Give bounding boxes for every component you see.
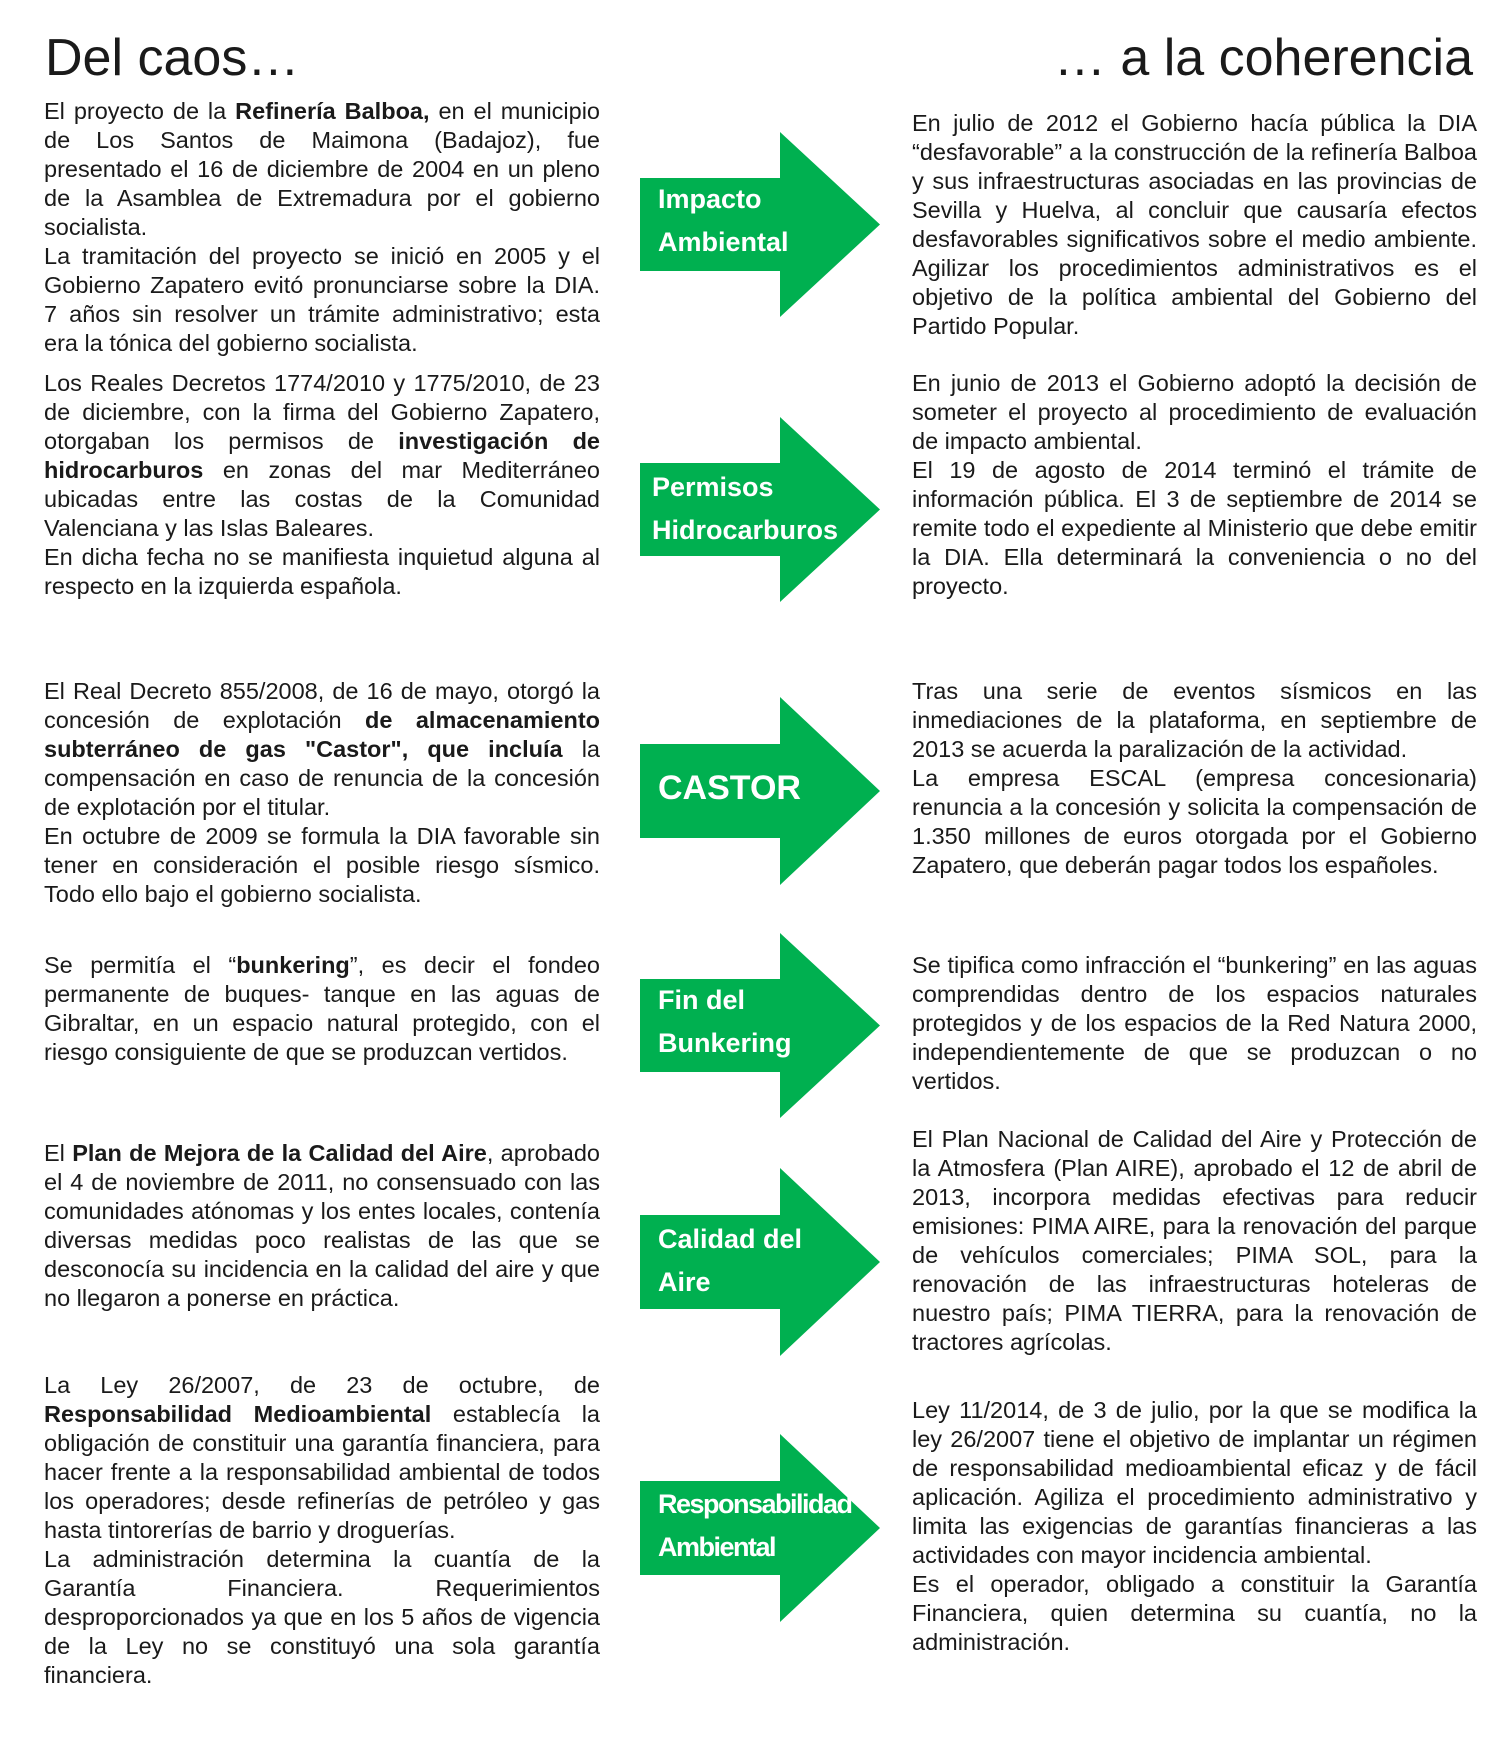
arrow-label-line: Ambiental — [658, 227, 789, 257]
paragraph — [44, 822, 600, 909]
text-run: ”, es decir el fondeo permanente de buques- tanque en las aguas de Gibraltar, en un espacio natural protegido, con el riesgo consiguiente de que se produzcan vertidos. — [44, 952, 600, 1065]
paragraph — [912, 1570, 1477, 1657]
bold-text-run: investigación de hidrocarburos — [44, 428, 600, 483]
arrow-label — [658, 1218, 802, 1304]
right-text-responsabilidad — [912, 1396, 1477, 1657]
text-run: en zonas del mar Mediterráneo ubicadas entre las costas de la Comunidad Valenciana y las Islas Baleares. — [44, 457, 600, 541]
text-run: Se tipifica como infracción el “bunkering” en las aguas comprendidas dentro de los espacios naturales protegidos y de los espacios de la Red Natura 2000, independientemente de que se produzcan o no vertidos. — [912, 952, 1477, 1094]
text-run: La administración determina la cuantía de la Garantía Financiera. Requerimientos desproporcionados ya que en los 5 años de vigencia de la Ley no se constituyó una sola garantía financiera. — [44, 1546, 600, 1688]
title-left: Del caos… — [45, 29, 300, 87]
paragraph — [44, 242, 600, 358]
text-run: En dicha fecha no se manifiesta inquietud alguna al respecto en la izquierda española. — [44, 544, 600, 599]
right-text-refineria — [912, 109, 1477, 341]
text-run: Se permitía el “ — [44, 952, 237, 978]
text-run: Ley 11/2014, de 3 de julio, por la que se modifica la ley 26/2007 tiene el objetivo de implantar un régimen de responsabilidad medioambiental eficaz y de fácil aplicación. Agiliza el procedimiento administrativo y limita las exigencias de garantías financieras a las actividades con mayor incidencia ambiental. — [912, 1397, 1477, 1568]
text-run: La empresa ESCAL (empresa concesionaria) renuncia a la concesión y solicita la compensación de 1.350 millones de euros otorgada por el Gobierno Zapatero, que deberán pagar todos los españoles. — [912, 765, 1477, 878]
text-run: El 19 de agosto de 2014 terminó el trámite de información pública. El 3 de septiembre de 2014 se remite todo el expediente al Ministerio que debe emitir la DIA. Ella determinará la conveniencia o no del proyecto. — [912, 457, 1477, 599]
left-text-refineria — [44, 97, 600, 358]
paragraph — [44, 1371, 600, 1545]
paragraph — [44, 677, 600, 822]
arrow-label-line: Aire — [658, 1267, 711, 1297]
arrow-calidad-aire — [640, 1168, 880, 1356]
arrow-label-line: Hidrocarburos — [652, 515, 839, 545]
bold-text-run: Responsabilidad Medioambiental — [44, 1401, 432, 1427]
left-text-castor — [44, 677, 600, 909]
arrow-responsabilidad-ambiental — [640, 1434, 880, 1622]
bold-text-run: bunkering — [236, 952, 350, 978]
arrow-label — [658, 979, 792, 1065]
arrow-label-line: Responsabilidad — [658, 1489, 852, 1519]
left-text-hidrocarburos — [44, 369, 600, 601]
arrow-label-line: Impacto — [658, 184, 762, 214]
arrow-fin-bunkering — [640, 933, 880, 1118]
arrow-impacto-ambiental — [640, 132, 880, 317]
arrow-label-line: Fin del — [658, 985, 745, 1015]
right-text-castor — [912, 677, 1477, 880]
bold-text-run: Refinería Balboa, — [235, 98, 430, 124]
right-text-bunkering — [912, 951, 1477, 1096]
paragraph — [912, 1396, 1477, 1570]
arrow-label-line: CASTOR — [658, 769, 801, 807]
text-run: en el municipio de Los Santos de Maimona (Badajoz), fue presentado el 16 de diciembre de 2004 en un pleno de la Asamblea de Extremadura por el gobierno socialista. — [44, 98, 600, 240]
text-run: El — [44, 1140, 73, 1166]
paragraph — [44, 369, 600, 543]
text-run: la compensación en caso de renuncia de la concesión de explotación por el titular. — [44, 736, 600, 820]
arrow-permisos-hidrocarburos — [640, 417, 880, 602]
paragraph — [912, 1125, 1477, 1357]
text-run: El Real Decreto 855/2008, de 16 de mayo, otorgó la concesión de explotación — [44, 678, 600, 733]
paragraph — [44, 543, 600, 601]
arrow-label-line: Calidad del — [658, 1224, 803, 1254]
text-run: El Plan Nacional de Calidad del Aire y Protección de la Atmosfera (Plan AIRE), aprobado el 12 de abril de 2013, incorpora medidas efectivas para reducir emisiones: PIMA AIRE, para la renovación del parque de vehículos comerciales; PIMA SOL, para la renovación de las infraestructuras hoteleras de nuestro país; PIMA TIERRA, para la renovación de tractores agrícolas. — [912, 1126, 1477, 1355]
paragraph — [912, 951, 1477, 1096]
arrow-label — [658, 767, 801, 810]
text-run: establecía la obligación de constituir una garantía financiera, para hacer frente a la responsabilidad ambiental de todos los operadores; desde refinerías de petróleo y gas hasta tintorerías de barrio y droguerías. — [44, 1401, 600, 1543]
text-run: Los Reales Decretos 1774/2010 y 1775/2010, de 23 de diciembre, con la firma del Gobierno Zapatero, otorgaban los permisos de — [44, 370, 600, 454]
bold-text-run: Plan de Mejora de la Calidad del Aire — [72, 1140, 487, 1166]
text-run: El proyecto de la — [44, 98, 236, 124]
text-run: Tras una serie de eventos sísmicos en las inmediaciones de la plataforma, en septiembre de 2013 se acuerda la paralización de la actividad. — [912, 678, 1477, 762]
paragraph — [912, 677, 1477, 764]
title-right: … a la coherencia — [1053, 29, 1473, 87]
arrow-label — [658, 1483, 852, 1569]
text-run: En octubre de 2009 se formula la DIA favorable sin tener en consideración el posible riesgo sísmico. Todo ello bajo el gobierno socialista. — [44, 823, 600, 907]
paragraph — [912, 764, 1477, 880]
arrow-label — [652, 466, 838, 552]
text-run: La tramitación del proyecto se inició en 2005 y el Gobierno Zapatero evitó pronunciarse sobre la DIA. 7 años sin resolver un trámite administrativo; esta era la tónica del gobierno socialista. — [44, 243, 600, 356]
paragraph — [44, 97, 600, 242]
text-run: , aprobado el 4 de noviembre de 2011, no consensuado con las comunidades atónomas y los entes locales, contenía diversas medidas poco realistas de las que se desconocía su incidencia en la calidad del aire y que no llegaron a ponerse en práctica. — [44, 1140, 600, 1311]
text-run: En junio de 2013 el Gobierno adoptó la decisión de someter el proyecto al procedimiento de evaluación de impacto ambiental. — [912, 370, 1477, 454]
bold-text-run: de almacenamiento subterráneo de gas "Castor", que incluía — [44, 707, 601, 762]
text-run: La Ley 26/2007, de 23 de octubre, de — [44, 1372, 600, 1398]
paragraph — [44, 951, 600, 1067]
arrow-label-line: Permisos — [652, 472, 774, 502]
text-run: Es el operador, obligado a constituir la Garantía Financiera, quien determina su cuantía, no la administración. — [912, 1571, 1477, 1655]
arrow-label — [658, 178, 789, 264]
paragraph — [44, 1139, 600, 1313]
right-text-calidad-aire — [912, 1125, 1477, 1357]
paragraph — [912, 369, 1477, 456]
left-text-calidad-aire — [44, 1139, 600, 1313]
text-run: En julio de 2012 el Gobierno hacía pública la DIA “desfavorable” a la construcción de la refinería Balboa y sus infraestructuras asociadas en las provincias de Sevilla y Huelva, al concluir que causaría efectos desfavorables significativos sobre el medio ambiente. Agilizar los procedimientos administrativos es el objetivo de la política ambiental del Gobierno del Partido Popular. — [912, 110, 1477, 339]
arrow-label-line: Bunkering — [658, 1028, 792, 1058]
left-text-bunkering — [44, 951, 600, 1067]
paragraph — [912, 109, 1477, 341]
arrow-label-line: Ambiental — [658, 1532, 776, 1562]
paragraph — [44, 1545, 600, 1690]
arrow-castor — [640, 697, 880, 885]
paragraph — [912, 456, 1477, 601]
right-text-hidrocarburos — [912, 369, 1477, 601]
left-text-responsabilidad — [44, 1371, 600, 1690]
